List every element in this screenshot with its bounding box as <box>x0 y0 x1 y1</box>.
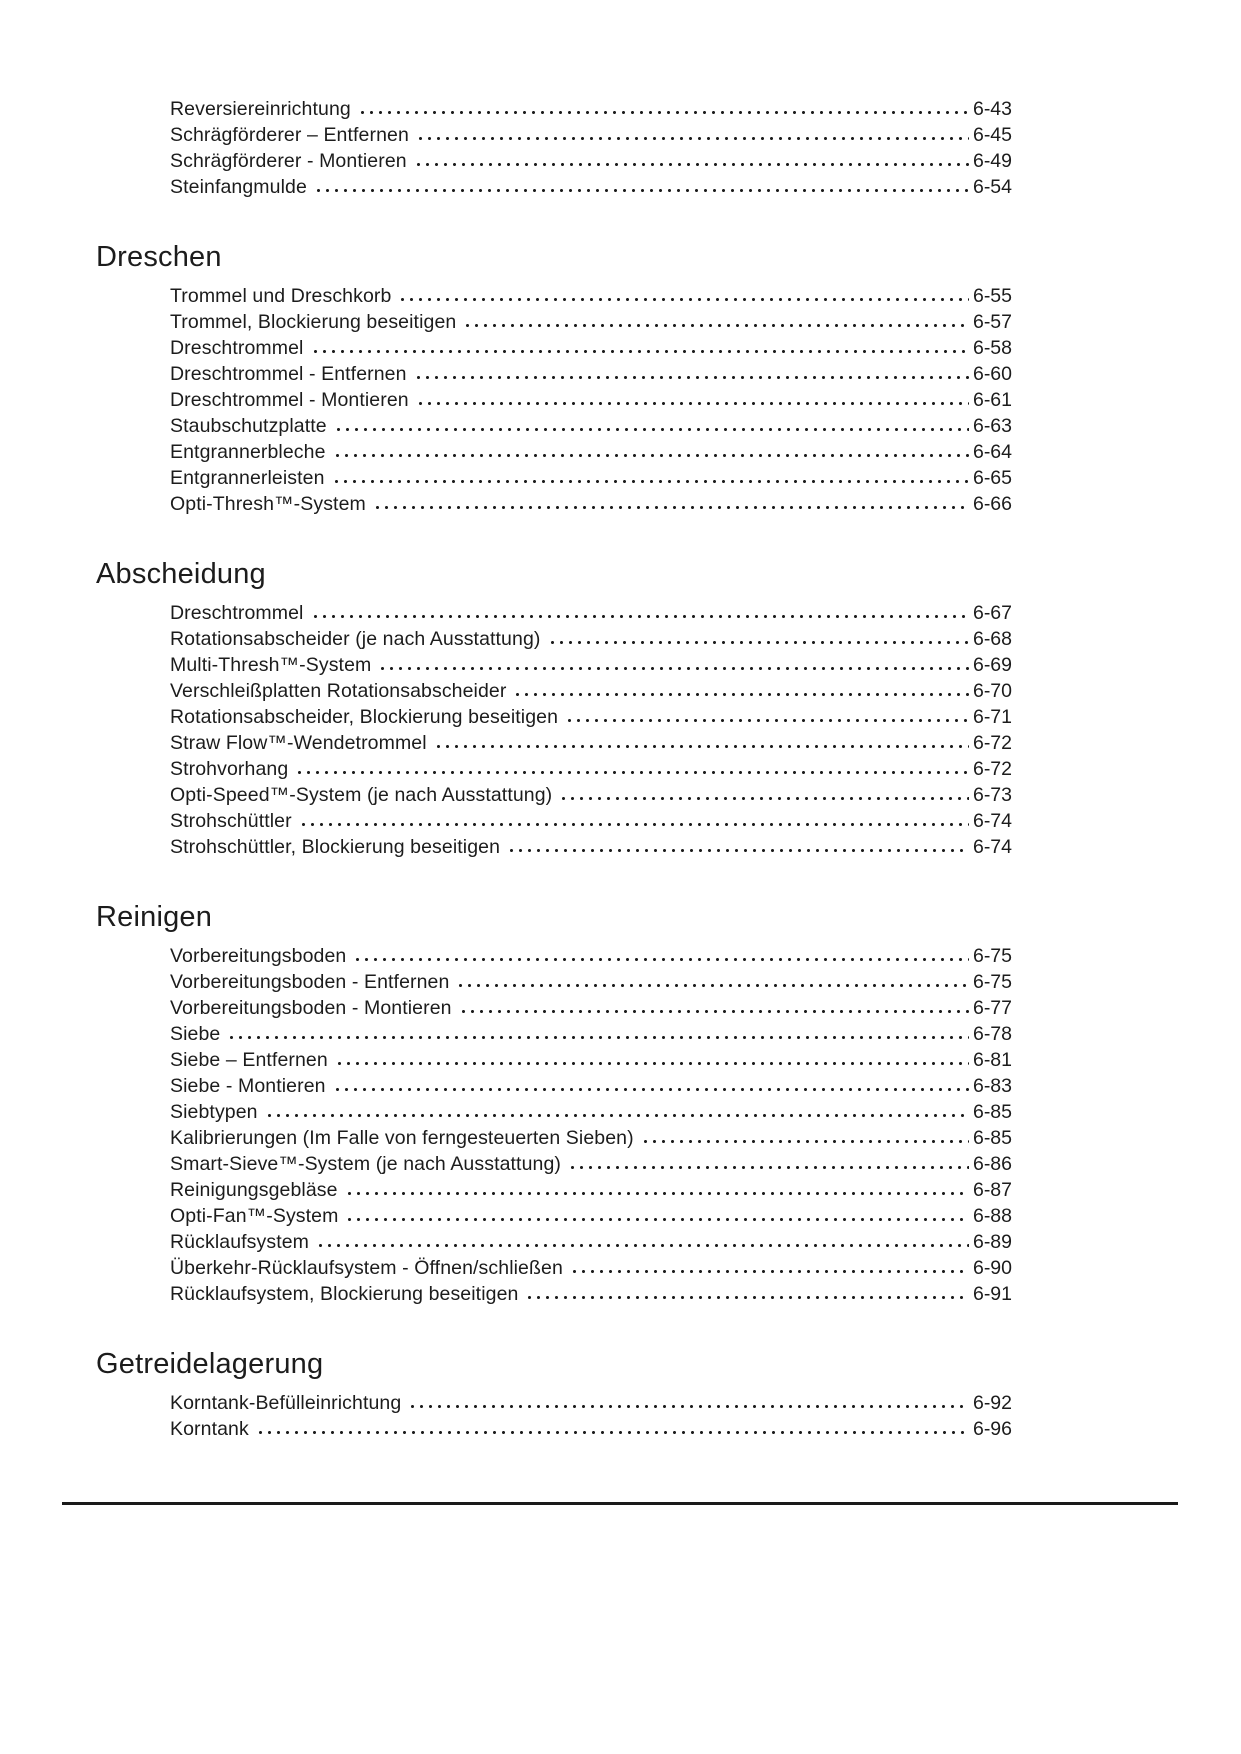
dot-leader <box>434 744 969 749</box>
toc-entry <box>170 1255 1012 1281</box>
toc-entry-label: Rücklaufsystem, Blockierung beseitigen <box>170 1283 519 1305</box>
toc-entry-label: Smart-Sieve™-System (je nach Ausstattung) <box>170 1153 561 1175</box>
toc-entry-label: Multi-Thresh™-System <box>170 654 372 676</box>
toc-entry-list <box>96 600 1012 860</box>
dot-leader <box>565 718 969 723</box>
toc-section <box>96 1347 1012 1442</box>
dot-leader <box>463 323 969 328</box>
toc-entry-page-number: 6-70 <box>972 680 1012 702</box>
dot-leader <box>459 1009 969 1014</box>
dot-leader <box>398 297 969 302</box>
toc-entry-label: Straw Flow™-Wendetrommel <box>170 732 427 754</box>
dot-leader <box>568 1165 969 1170</box>
toc-entry-label: Schrägförderer - Montieren <box>170 150 407 172</box>
toc-entry-page-number: 6-71 <box>972 706 1012 728</box>
toc-entry-page-number: 6-83 <box>972 1075 1012 1097</box>
toc-entry <box>170 387 1012 413</box>
dot-leader <box>335 1061 969 1066</box>
dot-leader <box>570 1269 969 1274</box>
toc-entry-page-number: 6-78 <box>972 1023 1012 1045</box>
toc-entry <box>170 439 1012 465</box>
toc-section <box>96 557 1012 860</box>
toc-entry-label: Kalibrierungen (Im Falle von ferngesteuerten Sieben) <box>170 1127 634 1149</box>
dot-leader <box>358 110 969 115</box>
toc-entry-list <box>96 96 1012 200</box>
toc-entry <box>170 1021 1012 1047</box>
dot-leader <box>333 1087 969 1092</box>
toc-entry-page-number: 6-92 <box>972 1392 1012 1414</box>
toc-entry <box>170 1151 1012 1177</box>
toc-entry-page-number: 6-43 <box>972 98 1012 120</box>
dot-leader <box>641 1139 969 1144</box>
toc-entry-page-number: 6-67 <box>972 602 1012 624</box>
dot-leader <box>416 136 969 141</box>
toc-entry-page-number: 6-81 <box>972 1049 1012 1071</box>
toc-entry-label: Opti-Thresh™-System <box>170 493 366 515</box>
toc-entry-page-number: 6-68 <box>972 628 1012 650</box>
toc-entry-page-number: 6-55 <box>972 285 1012 307</box>
toc-entry-label: Opti-Fan™-System <box>170 1205 339 1227</box>
toc-entry-page-number: 6-75 <box>972 971 1012 993</box>
section-title: Getreidelagerung <box>96 1348 324 1380</box>
toc-entry <box>170 1177 1012 1203</box>
dot-leader <box>314 188 969 193</box>
toc-entry <box>170 969 1012 995</box>
dot-leader <box>507 848 969 853</box>
dot-leader <box>311 349 969 354</box>
dot-leader <box>373 505 969 510</box>
toc-entry-label: Rücklaufsystem <box>170 1231 310 1253</box>
dot-leader <box>548 640 969 645</box>
toc-entry-label: Dreschtrommel - Montieren <box>170 389 409 411</box>
toc-entry-label: Strohschüttler <box>170 810 292 832</box>
dot-leader <box>513 692 968 697</box>
dot-leader <box>332 479 969 484</box>
toc-section <box>96 900 1012 1307</box>
toc-entry <box>170 626 1012 652</box>
toc-entry <box>170 148 1012 174</box>
toc-entry-page-number: 6-85 <box>972 1101 1012 1123</box>
toc-entry <box>170 1099 1012 1125</box>
toc-entry <box>170 782 1012 808</box>
toc-entry <box>170 1073 1012 1099</box>
toc-entry <box>170 652 1012 678</box>
toc-entry-label: Siebe – Entfernen <box>170 1049 328 1071</box>
toc-entry-page-number: 6-54 <box>972 176 1012 198</box>
toc-entry-label: Trommel, Blockierung beseitigen <box>170 311 457 333</box>
dot-leader <box>316 1243 969 1248</box>
toc-entry-page-number: 6-74 <box>972 810 1012 832</box>
toc-entry <box>170 600 1012 626</box>
toc-entry <box>170 834 1012 860</box>
toc-entry-label: Strohvorhang <box>170 758 289 780</box>
dot-leader <box>456 983 969 988</box>
dot-leader <box>408 1404 969 1409</box>
toc-entry <box>170 1416 1012 1442</box>
footer-rule <box>62 1502 1178 1505</box>
table-of-contents <box>96 96 1012 1442</box>
toc-entry-page-number: 6-61 <box>972 389 1012 411</box>
dot-leader <box>311 614 969 619</box>
toc-entry-label: Strohschüttler, Blockierung beseitigen <box>170 836 501 858</box>
toc-entry <box>170 808 1012 834</box>
toc-entry-label: Dreschtrommel <box>170 337 304 359</box>
dot-leader <box>414 375 969 380</box>
toc-entry-label: Überkehr-Rücklaufsystem - Öffnen/schließen <box>170 1257 563 1279</box>
toc-entry-page-number: 6-57 <box>972 311 1012 333</box>
toc-entry-list <box>96 943 1012 1307</box>
toc-entry <box>170 1047 1012 1073</box>
section-title: Abscheidung <box>96 558 266 590</box>
dot-leader <box>299 822 969 827</box>
toc-entry <box>170 335 1012 361</box>
toc-entry-label: Siebe <box>170 1023 221 1045</box>
toc-entry-page-number: 6-88 <box>972 1205 1012 1227</box>
toc-entry <box>170 465 1012 491</box>
toc-entry-label: Dreschtrommel <box>170 602 304 624</box>
toc-entry-page-number: 6-49 <box>972 150 1012 172</box>
toc-entry-label: Entgrannerbleche <box>170 441 326 463</box>
dot-leader <box>227 1035 969 1040</box>
toc-entry-label: Entgrannerleisten <box>170 467 325 489</box>
toc-entry-label: Vorbereitungsboden - Entfernen <box>170 971 450 993</box>
toc-entry-page-number: 6-77 <box>972 997 1012 1019</box>
toc-entry-page-number: 6-86 <box>972 1153 1012 1175</box>
toc-entry-page-number: 6-58 <box>972 337 1012 359</box>
dot-leader <box>333 453 969 458</box>
toc-entry-label: Verschleißplatten Rotationsabscheider <box>170 680 507 702</box>
dot-leader <box>378 666 969 671</box>
toc-entry <box>170 943 1012 969</box>
toc-section <box>96 240 1012 517</box>
toc-entry <box>170 1203 1012 1229</box>
toc-entry <box>170 413 1012 439</box>
toc-entry-label: Reinigungsgebläse <box>170 1179 338 1201</box>
toc-entry-page-number: 6-85 <box>972 1127 1012 1149</box>
toc-entry <box>170 678 1012 704</box>
toc-entry-page-number: 6-73 <box>972 784 1012 806</box>
toc-entry-label: Staubschutzplatte <box>170 415 327 437</box>
toc-entry <box>170 756 1012 782</box>
toc-entry-page-number: 6-72 <box>972 758 1012 780</box>
toc-entry-list <box>96 1390 1012 1442</box>
toc-entry-page-number: 6-96 <box>972 1418 1012 1440</box>
dot-leader <box>256 1430 969 1435</box>
toc-entry-label: Siebe - Montieren <box>170 1075 326 1097</box>
toc-entry <box>170 283 1012 309</box>
toc-entry-page-number: 6-65 <box>972 467 1012 489</box>
toc-entry-label: Steinfangmulde <box>170 176 307 198</box>
toc-entry-page-number: 6-90 <box>972 1257 1012 1279</box>
toc-entry-label: Rotationsabscheider (je nach Ausstattung) <box>170 628 541 650</box>
dot-leader <box>265 1113 969 1118</box>
toc-entry-page-number: 6-89 <box>972 1231 1012 1253</box>
toc-entry-label: Opti-Speed™-System (je nach Ausstattung) <box>170 784 553 806</box>
toc-entry-page-number: 6-72 <box>972 732 1012 754</box>
toc-entry-label: Schrägförderer – Entfernen <box>170 124 409 146</box>
section-title: Dreschen <box>96 241 222 273</box>
toc-entry-label: Korntank-Befülleinrichtung <box>170 1392 402 1414</box>
dot-leader <box>353 957 969 962</box>
toc-entry-label: Rotationsabscheider, Blockierung beseitigen <box>170 706 559 728</box>
dot-leader <box>416 401 969 406</box>
toc-entry-label: Dreschtrommel - Entfernen <box>170 363 407 385</box>
toc-entry <box>170 1125 1012 1151</box>
toc-entry-page-number: 6-66 <box>972 493 1012 515</box>
toc-entry <box>170 491 1012 517</box>
toc-entry-page-number: 6-45 <box>972 124 1012 146</box>
toc-entry-page-number: 6-91 <box>972 1283 1012 1305</box>
toc-entry <box>170 361 1012 387</box>
toc-entry-label: Vorbereitungsboden - Montieren <box>170 997 452 1019</box>
dot-leader <box>559 796 969 801</box>
toc-entry-page-number: 6-87 <box>972 1179 1012 1201</box>
dot-leader <box>525 1295 969 1300</box>
toc-entry-page-number: 6-74 <box>972 836 1012 858</box>
toc-entry-label: Korntank <box>170 1418 249 1440</box>
toc-entry <box>170 309 1012 335</box>
toc-entry-label: Vorbereitungsboden <box>170 945 347 967</box>
toc-entry <box>170 995 1012 1021</box>
toc-entry <box>170 730 1012 756</box>
toc-entry-page-number: 6-69 <box>972 654 1012 676</box>
dot-leader <box>345 1217 969 1222</box>
toc-entry <box>170 1229 1012 1255</box>
toc-entry <box>170 704 1012 730</box>
toc-entry <box>170 122 1012 148</box>
toc-entry <box>170 1390 1012 1416</box>
toc-entry-page-number: 6-75 <box>972 945 1012 967</box>
toc-entry-label: Reversiereinrichtung <box>170 98 351 120</box>
dot-leader <box>295 770 969 775</box>
toc-section <box>96 96 1012 200</box>
toc-entry-list <box>96 283 1012 517</box>
dot-leader <box>414 162 969 167</box>
toc-entry-page-number: 6-63 <box>972 415 1012 437</box>
toc-entry-label: Siebtypen <box>170 1101 258 1123</box>
toc-entry-page-number: 6-64 <box>972 441 1012 463</box>
toc-entry <box>170 174 1012 200</box>
toc-entry-page-number: 6-60 <box>972 363 1012 385</box>
section-title: Reinigen <box>96 901 213 933</box>
dot-leader <box>334 427 969 432</box>
toc-entry <box>170 96 1012 122</box>
dot-leader <box>345 1191 969 1196</box>
toc-entry-label: Trommel und Dreschkorb <box>170 285 392 307</box>
toc-entry <box>170 1281 1012 1307</box>
